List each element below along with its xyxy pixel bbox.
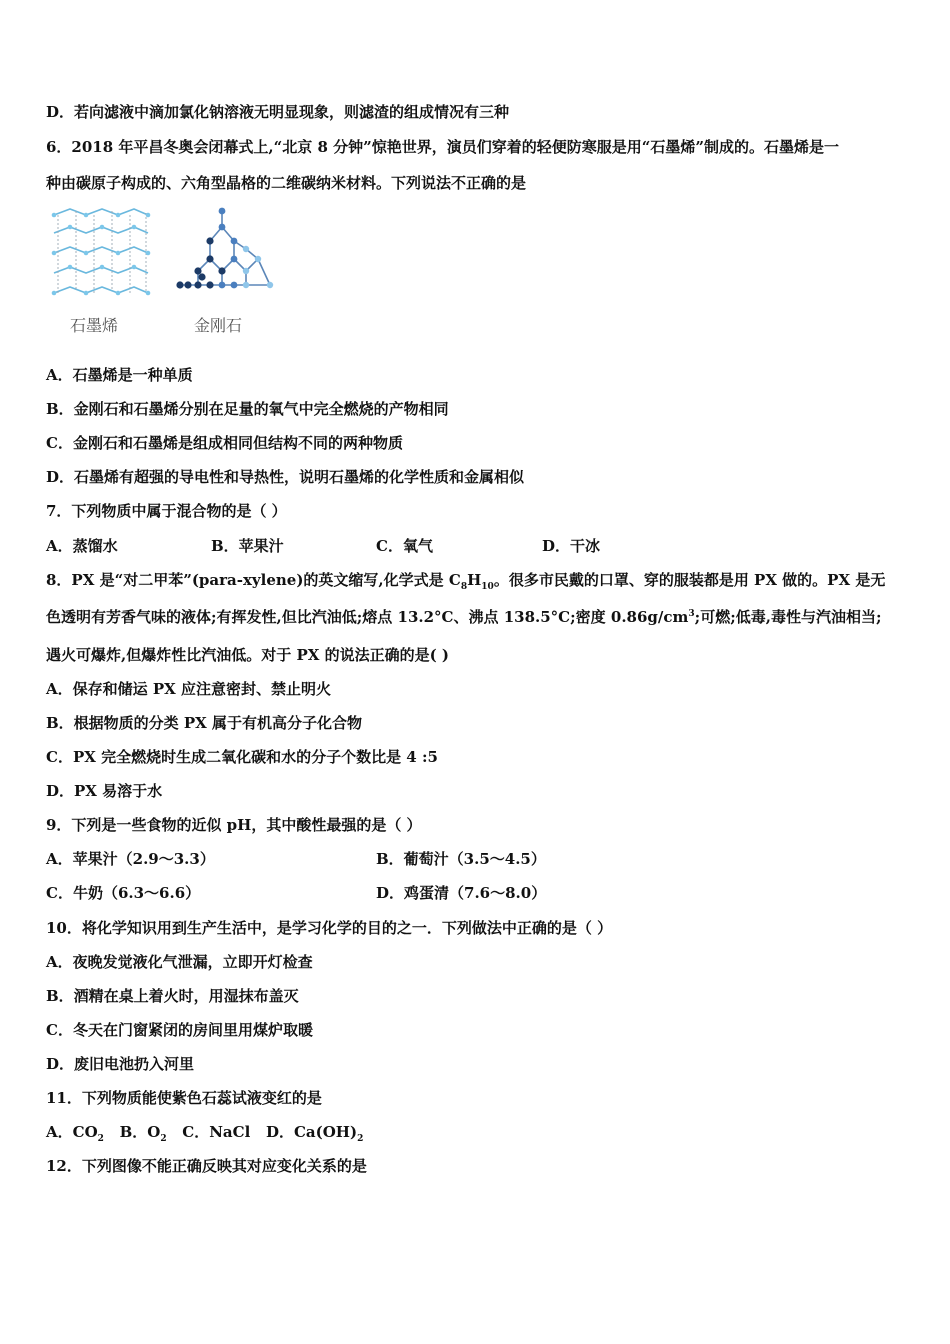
q8-option-b: B．根据物质的分类 PX 属于有机高分子化合物 (46, 714, 363, 732)
graphene-structure-icon (46, 205, 156, 305)
caption-diamond: 金刚石 (194, 316, 243, 335)
q8-line1-text-end: 。很多市民戴的口罩、穿的服装都是用 PX 做的。PX 是无 (493, 571, 886, 589)
q7-option-a: A．蒸馏水 (46, 537, 118, 555)
q11-option-d-text: D．Ca(OH) (265, 1123, 358, 1141)
q7-option-c: C．氧气 (376, 537, 433, 555)
hydrogen-symbol: H (467, 571, 482, 589)
q11-option-d-sub: 2 (357, 1134, 364, 1144)
q6-option-d: D．石墨烯有超强的导电性和导热性，说明石墨烯的化学性质和金属相似 (46, 468, 525, 486)
q8-line2-text-end: ;可燃;低毒,毒性与汽油相当; (694, 608, 882, 626)
q8-option-d: D．PX 易溶于水 (46, 782, 163, 800)
q8-line1-text: 8．PX 是“对二甲苯”(para-xylene)的英文缩写,化学式是 C (46, 571, 461, 589)
q11-stem: 11．下列物质能使紫色石蕊试液变红的是 (46, 1089, 322, 1107)
q10-option-c: C．冬天在门窗紧闭的房间里用煤炉取暖 (46, 1021, 313, 1039)
q11-option-b-text: B．O (119, 1123, 161, 1141)
q6-stem-line2: 种由碳原子构成的、六角型晶格的二维碳纳米材料。下列说法不正确的是 (46, 174, 527, 192)
q5-option-d: D．若向滤液中滴加氯化钠溶液无明显现象，则滤渣的组成情况有三种 (46, 103, 510, 121)
q8-option-a: A．保存和储运 PX 应注意密封、禁止明火 (46, 680, 332, 698)
q10-option-a: A．夜晚发觉液化气泄漏，立即开灯检查 (46, 953, 313, 971)
q11-option-a-text: A．CO (46, 1123, 98, 1141)
q11-option-c: C．NaCl (182, 1123, 251, 1141)
q7-option-b: B．苹果汁 (211, 537, 284, 555)
q10-stem: 10．将化学知识用到生产生活中，是学习化学的目的之一．下列做法中正确的是（ ） (46, 919, 613, 937)
q9-option-d: D．鸡蛋清（7.6～8.0） (376, 884, 547, 902)
q6-option-c: C．金刚石和石墨烯是组成相同但结构不同的两种物质 (46, 434, 403, 452)
q8-option-c: C．PX 完全燃烧时生成二氧化碳和水的分子个数比是 4 :5 (46, 748, 438, 766)
q8-stem-line3: 遇火可爆炸,但爆炸性比汽油低。对于 PX 的说法正确的是( ) (46, 646, 450, 664)
q11-option-b (119, 1123, 167, 1144)
carbon-structure-figure (46, 205, 286, 345)
diamond-structure-icon (172, 205, 282, 305)
caption-graphene: 石墨烯 (70, 316, 119, 335)
q11-option-b-sub: 2 (160, 1134, 167, 1144)
q8-stem-line1 (46, 570, 910, 590)
q6-stem-line1: 6．2018 年平昌冬奥会闭幕式上,“北京 8 分钟”惊艳世界，演员们穿着的轻便防寒服是用“石墨烯”制成的。石墨烯是一 (46, 138, 840, 156)
subscript-8: 8 (460, 582, 468, 592)
q11-option-a-sub: 2 (97, 1134, 104, 1144)
q6-option-b: B．金刚石和石墨烯分别在足量的氧气中完全燃烧的产物相同 (46, 400, 449, 418)
subscript-10: 10 (481, 582, 494, 592)
q10-option-b: B．酒精在桌上着火时，用湿抹布盖灭 (46, 987, 299, 1005)
q11-option-a (46, 1123, 104, 1144)
q10-option-d: D．废旧电池扔入河里 (46, 1055, 195, 1073)
q8-stem-line2 (46, 607, 910, 627)
q7-stem: 7．下列物质中属于混合物的是（ ） (46, 502, 287, 520)
q9-stem: 9．下列是一些食物的近似 pH，其中酸性最强的是（ ） (46, 816, 422, 834)
q7-option-d: D．干冰 (542, 537, 601, 555)
q12-stem: 12．下列图像不能正确反映其对应变化关系的是 (46, 1157, 367, 1175)
q9-option-b: B．葡萄汁（3.5～4.5） (376, 850, 546, 868)
superscript-3: 3 (688, 609, 695, 619)
q6-option-a: A．石墨烯是一种单质 (46, 366, 193, 384)
q8-line2-text: 色透明有芳香气味的液体;有挥发性,但比汽油低;熔点 13.2°C、沸点 138.5°C;密度 0.86g/cm (46, 608, 689, 626)
q11-option-d (265, 1123, 364, 1144)
q11-options (46, 1122, 910, 1142)
q9-option-c: C．牛奶（6.3～6.6） (46, 884, 201, 902)
q9-option-a: A．苹果汁（2.9～3.3） (46, 850, 215, 868)
